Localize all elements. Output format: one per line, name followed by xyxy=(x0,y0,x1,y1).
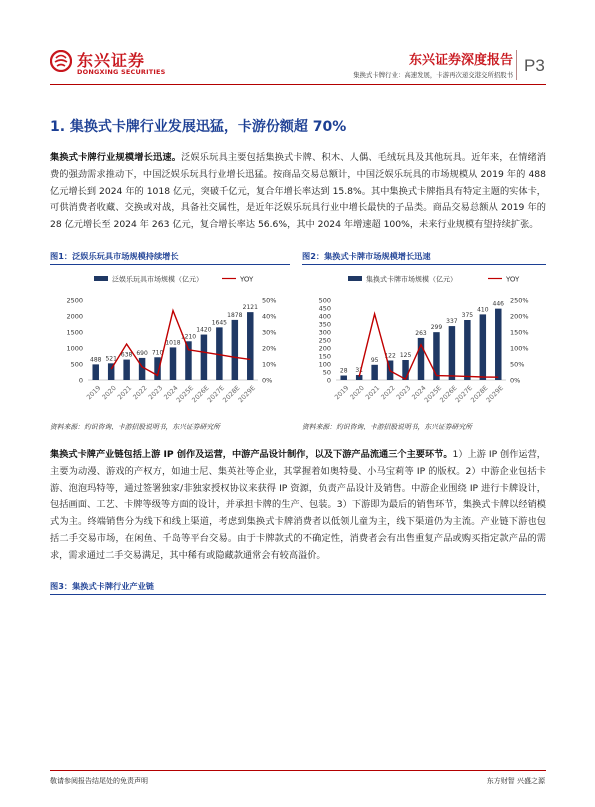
figure-1-title: 图1：泛娱乐玩具市场规模持续增长 xyxy=(50,251,179,261)
x-tick-label: 2027E xyxy=(453,383,474,405)
x-tick-label: 2023 xyxy=(146,383,165,402)
footer-slogan: 东方财智 兴盛之源 xyxy=(486,777,545,785)
x-tick-label: 2026E xyxy=(438,383,459,405)
brand-name: 东兴证券 xyxy=(77,51,146,70)
x-tick-label: 2025E xyxy=(422,383,444,405)
y2-tick-label: 30% xyxy=(262,328,277,337)
bar-value-label: 1210 xyxy=(180,333,197,341)
bar-value-label: 1878 xyxy=(227,311,243,319)
figure-1-source: 资料来源：灼识咨询、卡游招股说明书，东兴证券研究所 xyxy=(50,423,220,431)
figure-3-title: 图3：集换式卡牌行业产业链 xyxy=(50,581,154,591)
y2-tick-label: 40% xyxy=(262,312,277,321)
bar xyxy=(232,320,238,380)
bar-value-label: 28 xyxy=(339,367,348,375)
y2-tick-label: 200% xyxy=(510,312,529,321)
y-tick-label: 2000 xyxy=(66,312,83,321)
y2-tick-label: 100% xyxy=(510,344,529,353)
bar xyxy=(495,309,501,380)
x-tick-label: 2029E xyxy=(236,383,257,405)
x-tick-label: 2022 xyxy=(379,383,397,402)
y2-tick-label: 0% xyxy=(262,376,273,385)
y-tick-label: 0 xyxy=(326,376,331,385)
bar-value-label: 638 xyxy=(120,351,133,359)
y-tick-label: 0 xyxy=(78,376,83,385)
y-tick-label: 100 xyxy=(318,360,331,369)
dongxing-logo-icon xyxy=(50,50,72,72)
x-tick-label: 2026E xyxy=(190,383,211,405)
y-tick-label: 250 xyxy=(318,336,331,345)
bar xyxy=(402,360,408,380)
legend-bar-label: 集换式卡牌市场规模（亿元） xyxy=(366,275,457,284)
x-tick-label: 2021 xyxy=(363,383,382,402)
bar xyxy=(371,365,377,380)
x-tick-label: 2020 xyxy=(348,383,366,402)
bar xyxy=(340,376,346,380)
y2-tick-label: 20% xyxy=(262,344,277,353)
bar-value-label: 122 xyxy=(384,352,396,360)
bar xyxy=(201,335,207,380)
bar-value-label: 337 xyxy=(446,318,458,326)
x-tick-label: 2020 xyxy=(100,383,118,402)
report-title: 东兴证券深度报告 xyxy=(408,53,513,68)
y-tick-label: 1500 xyxy=(66,328,83,337)
y2-tick-label: 0% xyxy=(510,376,521,385)
y-tick-label: 350 xyxy=(318,320,331,329)
x-tick-label: 2024 xyxy=(410,383,428,402)
bar xyxy=(247,312,253,380)
figure-2-title: 图2：集换式卡牌市场规模增长迅速 xyxy=(302,251,431,261)
bar-value-label: 690 xyxy=(136,349,148,357)
chart-pan-entertainment-toys xyxy=(50,268,290,408)
bar-value-label: 263 xyxy=(415,329,427,337)
footer-rule xyxy=(50,770,546,771)
paragraph-1-text: 泛娱乐玩具主要包括集换式卡牌、积木、人偶、毛绒玩具及其他玩具。近年来，在情绪消费的强劲需求推动下，中国泛娱乐玩具行业增长迅猛。按商品交易总额计，中国泛娱乐玩具的市场规模从 2019 年的 488 亿元增长到 2024 年的 1018 亿元，突破千亿元，复合年增长率达到 15.8%。其中集换式卡牌指具有特定主题的实体卡，可供消费者收藏、交换或对战，具备社交属性，是近年泛娱乐玩具行业中增长最快的子品类。商品交易总额从 2019 年的 28 亿元增长至 2024 年 263 亿元，复合增长率达 56.6%，其中 2024 年增速超 100%，未来行业规模有望持续扩张。 xyxy=(50,152,547,231)
y2-tick-label: 50% xyxy=(510,360,525,369)
bar-value-label: 710 xyxy=(151,349,164,357)
y2-tick-label: 250% xyxy=(510,296,529,305)
x-tick-label: 2021 xyxy=(115,383,134,402)
bar-value-label: 1645 xyxy=(211,319,228,327)
header-divider xyxy=(516,50,517,80)
paragraph-2-lead: 集换式卡牌产业链包括上游 IP 创作及运营，中游产品设计制作，以及下游产品流通三个主要环节。 xyxy=(50,449,453,460)
y2-tick-label: 10% xyxy=(262,360,277,369)
x-tick-label: 2024 xyxy=(162,383,180,402)
bar xyxy=(449,326,455,380)
bar-value-label: 299 xyxy=(430,324,443,332)
bar-value-label: 2121 xyxy=(242,304,258,312)
legend-bar-label: 泛娱乐玩具市场规模（亿元） xyxy=(112,275,203,284)
y2-tick-label: 50% xyxy=(262,296,277,305)
section-title: 1. 集换式卡牌行业发展迅猛，卡游份额超 70% xyxy=(50,119,347,135)
bar xyxy=(92,364,98,380)
chart-trading-cards xyxy=(302,268,546,408)
y-tick-label: 150 xyxy=(318,352,331,361)
bar-value-label: 31 xyxy=(355,367,364,375)
x-tick-label: 2019 xyxy=(85,383,103,402)
paragraph-1 xyxy=(50,150,546,234)
y-tick-label: 500 xyxy=(318,296,331,305)
y-tick-label: 200 xyxy=(318,344,331,353)
figure-1-rule xyxy=(50,264,290,265)
paragraph-2 xyxy=(50,447,546,565)
yoy-line xyxy=(359,314,498,379)
y-tick-label: 300 xyxy=(318,328,331,337)
x-tick-label: 2028E xyxy=(221,383,242,405)
legend-line-label: YOY xyxy=(240,275,254,284)
y-tick-label: 2500 xyxy=(66,296,83,305)
figure-3-rule xyxy=(50,594,546,595)
report-subtitle: 集换式卡牌行业：高速发展，卡游再次递交港交所招股书 xyxy=(353,71,513,79)
x-tick-label: 2023 xyxy=(394,383,413,402)
bar-value-label: 446 xyxy=(492,300,504,308)
bar xyxy=(433,332,439,380)
bar-value-label: 95 xyxy=(370,356,379,364)
paragraph-1-lead: 集换式卡牌行业规模增长迅速。 xyxy=(50,152,182,163)
brand-name-en: DONGXING SECURITIES xyxy=(77,68,166,76)
bar xyxy=(123,360,129,380)
legend-line-label: YOY xyxy=(506,275,520,284)
bar-value-label: 521 xyxy=(105,355,117,363)
figure-2-source: 资料来源：灼识咨询、卡游招股说明书，东兴证券研究所 xyxy=(302,423,472,431)
bar-value-label: 1420 xyxy=(196,326,212,334)
y-tick-label: 500 xyxy=(70,360,83,369)
x-tick-label: 2019 xyxy=(333,383,351,402)
bar xyxy=(139,358,145,380)
y2-tick-label: 150% xyxy=(510,328,529,337)
bar-value-label: 375 xyxy=(461,312,474,319)
y-tick-label: 50 xyxy=(322,368,331,377)
y-tick-label: 400 xyxy=(318,312,331,321)
legend-bar-swatch xyxy=(348,276,362,281)
yoy-line xyxy=(111,311,250,376)
legend-bar-swatch xyxy=(94,276,108,281)
x-tick-label: 2022 xyxy=(131,383,149,402)
bar-value-label: 1018 xyxy=(165,339,181,347)
bar-value-label: 125 xyxy=(399,352,412,359)
paragraph-2-text: 1）上游 IP 创作运营，主要为动漫、游戏的产权方，如迪士尼、集英社等企业，其掌握着如奥特曼、小马宝莉等 IP 的版权。2）中游企业包括卡游、泡泡玛特等，通过签署独家/非独家授权协议来获得 IP 资源，负责产品设计及销售。中游企业围绕 IP 进行卡牌设计，包括画面、工艺、卡牌等级等方面的设计，并承担卡牌的生产、包装。3）下游即为最后的销售环节，集换式卡牌以经销模式为主。终端销售分为线下和线上渠道，考虑到集换式卡牌消费者以低领儿童为主，线下渠道仍为主流。产业链下游也包括二手交易市场，在闲鱼、千岛等平台交易。由于卡牌款式的不确定性，消费者会有出售重复产品或购买指定款产品的需求，需求通过二手交易满足，其中稀有或隐藏款通常会有较高溢价。 xyxy=(50,449,546,561)
x-tick-label: 2029E xyxy=(484,383,505,405)
x-tick-label: 2025E xyxy=(174,383,196,405)
figure-2-rule xyxy=(302,264,546,265)
bar-value-label: 488 xyxy=(90,356,102,364)
x-tick-label: 2027E xyxy=(205,383,226,405)
y-tick-label: 1000 xyxy=(66,344,83,353)
bar xyxy=(480,314,486,380)
bar xyxy=(185,341,191,380)
bar-value-label: 410 xyxy=(477,306,489,314)
footer-disclaimer: 敬请参阅报告结尾处的免责声明 xyxy=(50,777,148,785)
x-tick-label: 2028E xyxy=(469,383,490,405)
y-tick-label: 450 xyxy=(318,304,331,313)
page-number: P3 xyxy=(524,56,545,75)
header-rule xyxy=(50,84,546,85)
bar xyxy=(170,347,176,380)
bar xyxy=(464,320,470,380)
